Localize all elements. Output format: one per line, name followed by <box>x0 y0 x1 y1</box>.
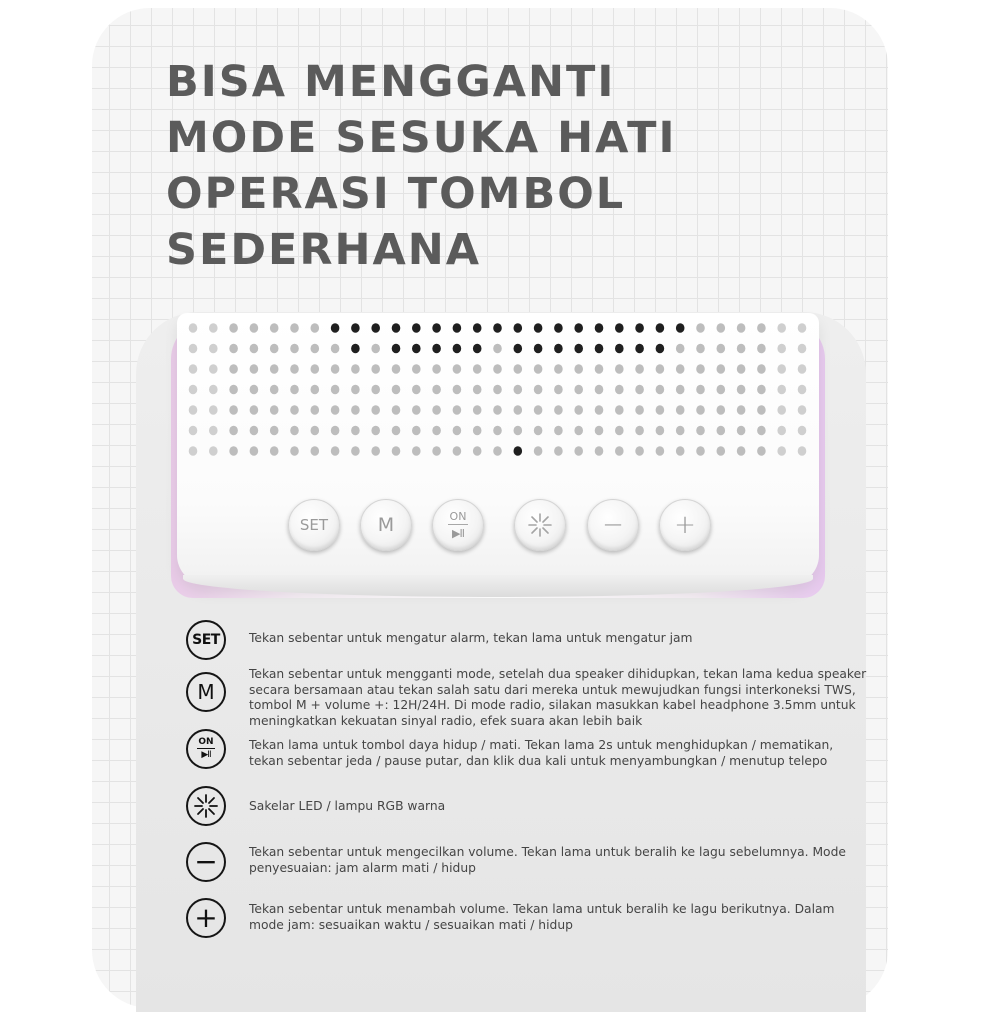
grille-dot <box>737 323 746 333</box>
mode-button[interactable] <box>360 499 412 551</box>
grille-dot <box>676 364 685 374</box>
description-line: Tekan sebentar untuk mengecilkan volume. Tekan lama untuk beralih ke lagu sebelumnya. Mode <box>249 845 846 859</box>
grille-dot <box>432 405 441 415</box>
grille-dot <box>676 405 685 415</box>
grille-dot <box>615 426 624 436</box>
grille-dot <box>351 426 360 436</box>
light-legend-icon <box>186 786 226 826</box>
grille-dot <box>270 446 279 456</box>
mode-button-label: M <box>377 513 395 536</box>
set-button[interactable] <box>288 499 340 551</box>
grille-dot <box>656 405 665 415</box>
grille-dot <box>534 364 543 374</box>
grille-dot <box>777 344 786 354</box>
grille-dot <box>311 405 320 415</box>
grille-dot <box>635 385 644 395</box>
grille-dot <box>311 385 320 395</box>
speaker-grille-display <box>163 313 833 473</box>
grille-dot <box>595 364 604 374</box>
grille-dot <box>696 405 705 415</box>
plus-icon: + <box>674 510 696 540</box>
description-line: meningkatkan kekuatan sinyal radio, efek suara akan lebih baik <box>249 713 643 728</box>
grille-dot <box>189 385 198 395</box>
grille-dot <box>412 385 421 395</box>
grille-dot <box>229 344 238 354</box>
grille-dot <box>717 385 726 395</box>
grille-dot <box>717 426 726 436</box>
grille-dot <box>493 364 502 374</box>
display-dot-lit <box>392 323 401 333</box>
grille-dot <box>290 344 299 354</box>
display-dot-lit <box>453 344 462 354</box>
grille-dot <box>798 344 807 354</box>
grille-dot <box>290 405 299 415</box>
grille-dot <box>676 446 685 456</box>
grille-dot <box>331 364 340 374</box>
power-description <box>249 738 834 769</box>
grille-dot <box>717 364 726 374</box>
display-dot-lit <box>351 323 360 333</box>
grille-dot <box>777 364 786 374</box>
grille-dot <box>453 405 462 415</box>
grille-dot <box>189 405 198 415</box>
display-dot-lit <box>473 344 482 354</box>
grille-dot <box>473 364 482 374</box>
grille-dot <box>798 323 807 333</box>
grille-dot <box>392 446 401 456</box>
grille-dot <box>534 385 543 395</box>
grille-dot <box>371 426 380 436</box>
grille-dot <box>412 364 421 374</box>
light-icon <box>193 793 219 819</box>
grille-dot <box>757 385 766 395</box>
description-line: Tekan sebentar untuk menambah volume. Tekan lama untuk beralih ke lagu berikutnya. Dalam <box>249 902 835 916</box>
display-dot-lit <box>432 344 441 354</box>
volume-down-legend-icon <box>186 842 226 882</box>
grille-dot <box>514 385 523 395</box>
description-line: tekan sebentar jeda / pause putar, dan klik dua kali untuk menyambungkan / menutup telepo <box>249 753 828 768</box>
grille-dot <box>757 344 766 354</box>
display-dot-lit <box>656 344 665 354</box>
light-icon <box>527 512 553 538</box>
grille-dot <box>229 405 238 415</box>
grille-dot <box>696 364 705 374</box>
grille-dot <box>554 385 563 395</box>
grille-dot <box>737 426 746 436</box>
grille-dot <box>432 426 441 436</box>
minus-icon: − <box>602 510 624 540</box>
grille-dot <box>514 405 523 415</box>
grille-dot <box>229 426 238 436</box>
grille-dot <box>574 364 583 374</box>
display-dot-lit <box>351 344 360 354</box>
description-line: Sakelar LED / lampu RGB warna <box>249 799 446 813</box>
grille-dot <box>635 364 644 374</box>
plus-icon: + <box>194 901 218 934</box>
grille-dot <box>717 405 726 415</box>
grille-dot <box>574 405 583 415</box>
grille-dot <box>392 385 401 395</box>
grille-dot <box>209 385 218 395</box>
grille-dot <box>798 385 807 395</box>
display-dot-lit <box>554 344 563 354</box>
grille-dot <box>250 323 259 333</box>
grille-dot <box>717 446 726 456</box>
grille-dot <box>514 426 523 436</box>
grille-dot <box>696 344 705 354</box>
grille-dot <box>331 405 340 415</box>
description-line: secara bersamaan atau tekan salah satu dari mereka untuk mewujudkan fungsi interkoneksi TWS, <box>249 682 856 697</box>
grille-dot <box>209 344 218 354</box>
volume-up-description <box>249 902 835 933</box>
grille-dot <box>392 426 401 436</box>
display-dot-lit <box>514 446 523 456</box>
grille-dot <box>290 446 299 456</box>
grille-dot <box>473 385 482 395</box>
grille-dot <box>696 446 705 456</box>
headline-line: OPERASI TOMBOL <box>166 169 626 219</box>
grille-dot <box>798 405 807 415</box>
description-line: tombol M + volume +: 12H/24H. Di mode radio, silakan masukkan kabel headphone 3.5mm untuk <box>249 698 856 712</box>
display-dot-lit <box>453 323 462 333</box>
grille-dot <box>311 364 320 374</box>
grille-dot <box>798 446 807 456</box>
grille-dot <box>453 385 462 395</box>
set-legend-label: SET <box>192 632 220 648</box>
grille-dot <box>777 323 786 333</box>
grille-dot <box>331 344 340 354</box>
grille-dot <box>189 426 198 436</box>
grille-dot <box>432 385 441 395</box>
play-pause-icon: ▶II <box>452 527 464 540</box>
grille-dot <box>209 323 218 333</box>
grille-dot <box>757 446 766 456</box>
description-line: Tekan sebentar untuk mengatur alarm, tekan lama untuk mengatur jam <box>249 631 693 645</box>
speaker-device-image <box>163 313 833 598</box>
grille-dot <box>595 405 604 415</box>
grille-dot <box>757 426 766 436</box>
display-dot-lit <box>534 344 543 354</box>
grille-dot <box>351 364 360 374</box>
display-dot-lit <box>615 323 624 333</box>
grille-dot <box>270 344 279 354</box>
headline-line: BISA MENGGANTI <box>166 57 616 107</box>
description-line: Tekan lama untuk tombol daya hidup / mati. Tekan lama 2s untuk menghidupkan / mematikan, <box>249 738 834 752</box>
grille-dot <box>757 405 766 415</box>
grille-dot <box>534 426 543 436</box>
grille-dot <box>189 323 198 333</box>
grille-dot <box>554 364 563 374</box>
grille-dot <box>656 426 665 436</box>
grille-dot <box>229 323 238 333</box>
display-dot-lit <box>412 323 421 333</box>
grille-dot <box>311 426 320 436</box>
grille-dot <box>493 385 502 395</box>
grille-dot <box>250 364 259 374</box>
grille-dot <box>777 426 786 436</box>
display-dot-lit <box>493 323 502 333</box>
grille-dot <box>189 344 198 354</box>
grille-dot <box>371 385 380 395</box>
minus-icon: − <box>194 845 218 878</box>
grille-dot <box>311 344 320 354</box>
grille-dot <box>351 385 360 395</box>
volume-down-button[interactable] <box>587 499 639 551</box>
grille-dot <box>595 385 604 395</box>
display-dot-lit <box>595 344 604 354</box>
grille-dot <box>534 446 543 456</box>
grille-dot <box>229 446 238 456</box>
light-button[interactable] <box>514 499 566 551</box>
display-dot-lit <box>392 344 401 354</box>
grille-dot <box>412 426 421 436</box>
grille-dot <box>676 344 685 354</box>
grille-dot <box>757 364 766 374</box>
grille-dot <box>717 323 726 333</box>
display-dot-lit <box>331 323 340 333</box>
grille-dot <box>290 385 299 395</box>
light-description <box>249 799 824 815</box>
grille-dot <box>737 385 746 395</box>
grille-dot <box>554 405 563 415</box>
headline <box>166 54 676 278</box>
grille-dot <box>453 446 462 456</box>
grille-dot <box>270 405 279 415</box>
grille-dot <box>696 385 705 395</box>
grille-dot <box>331 446 340 456</box>
grille-dot <box>412 446 421 456</box>
grille-dot <box>250 426 259 436</box>
grille-dot <box>554 446 563 456</box>
grille-dot <box>290 426 299 436</box>
grille-dot <box>696 323 705 333</box>
description-line: penyesuaian: jam alarm mati / hidup <box>249 860 476 875</box>
display-dot-lit <box>371 323 380 333</box>
set-button-label: SET <box>299 515 329 534</box>
grille-dot <box>473 446 482 456</box>
grille-dot <box>615 446 624 456</box>
display-dot-lit <box>432 323 441 333</box>
grille-dot <box>331 385 340 395</box>
grille-dot <box>635 446 644 456</box>
grille-dot <box>453 364 462 374</box>
set-legend-icon <box>186 620 226 660</box>
play-pause-legend-icon: ▶II <box>201 750 211 760</box>
description-line: Tekan sebentar untuk mengganti mode, setelah dua speaker dihidupkan, tekan lama kedua speaker <box>249 667 867 681</box>
grille-dot <box>371 446 380 456</box>
grille-dot <box>209 364 218 374</box>
display-dot-lit <box>412 344 421 354</box>
grille-dot <box>554 426 563 436</box>
display-dot-lit <box>676 323 685 333</box>
grille-dot <box>656 446 665 456</box>
display-dot-lit <box>554 323 563 333</box>
grille-dot <box>493 426 502 436</box>
power-play-button[interactable] <box>432 499 484 551</box>
grille-dot <box>270 364 279 374</box>
grille-dot <box>270 323 279 333</box>
grille-dot <box>574 385 583 395</box>
grille-dot <box>290 364 299 374</box>
grille-dot <box>209 426 218 436</box>
volume-down-description <box>249 845 846 876</box>
grille-dot <box>777 405 786 415</box>
grille-dot <box>656 364 665 374</box>
power-legend-icon <box>186 729 226 769</box>
grille-dot <box>311 446 320 456</box>
display-dot-lit <box>514 344 523 354</box>
grille-dot <box>229 385 238 395</box>
grille-dot <box>432 446 441 456</box>
grille-dot <box>453 426 462 436</box>
grille-dot <box>371 364 380 374</box>
set-description <box>249 631 824 647</box>
grille-dot <box>737 344 746 354</box>
grille-dot <box>777 385 786 395</box>
grille-dot <box>595 426 604 436</box>
grille-dot <box>493 405 502 415</box>
display-dot-lit <box>615 344 624 354</box>
grille-dot <box>371 344 380 354</box>
mode-description <box>249 667 867 729</box>
grille-dot <box>412 405 421 415</box>
grille-dot <box>696 426 705 436</box>
mode-legend-label: M <box>197 680 215 704</box>
grille-dot <box>615 385 624 395</box>
display-dot-lit <box>635 323 644 333</box>
grille-dot <box>615 405 624 415</box>
display-dot-lit <box>656 323 665 333</box>
grille-dot <box>777 446 786 456</box>
grille-dot <box>493 344 502 354</box>
headline-line: MODE SESUKA HATI <box>166 113 677 163</box>
grille-dot <box>270 385 279 395</box>
mode-legend-icon <box>186 672 226 712</box>
grille-dot <box>737 364 746 374</box>
grille-dot <box>574 426 583 436</box>
grille-dot <box>676 426 685 436</box>
grille-dot <box>351 446 360 456</box>
grille-dot <box>737 405 746 415</box>
grille-dot <box>473 405 482 415</box>
grille-dot <box>209 405 218 415</box>
grille-dot <box>229 364 238 374</box>
grille-dot <box>311 323 320 333</box>
volume-up-legend-icon <box>186 898 226 938</box>
grille-dot <box>209 446 218 456</box>
grille-dot <box>493 446 502 456</box>
volume-up-button[interactable] <box>659 499 711 551</box>
display-dot-lit <box>574 323 583 333</box>
grille-dot <box>798 364 807 374</box>
grille-dot <box>250 446 259 456</box>
grille-dot <box>250 344 259 354</box>
grille-dot <box>189 364 198 374</box>
display-dot-lit <box>574 344 583 354</box>
grille-dot <box>534 405 543 415</box>
power-legend-label: ON <box>198 737 214 747</box>
display-dot-lit <box>534 323 543 333</box>
grille-dot <box>717 344 726 354</box>
grille-dot <box>676 385 685 395</box>
grille-dot <box>392 405 401 415</box>
grille-dot <box>574 446 583 456</box>
headline-line: SEDERHANA <box>166 225 482 275</box>
grille-dot <box>656 385 665 395</box>
grille-dot <box>757 323 766 333</box>
grille-dot <box>250 405 259 415</box>
grille-dot <box>635 405 644 415</box>
grille-dot <box>737 446 746 456</box>
grille-dot <box>371 405 380 415</box>
display-dot-lit <box>473 323 482 333</box>
display-dot-lit <box>635 344 644 354</box>
grille-dot <box>432 364 441 374</box>
grille-dot <box>473 426 482 436</box>
grille-dot <box>595 446 604 456</box>
description-line: mode jam: sesuaikan waktu / sesuaikan mati / hidup <box>249 917 573 932</box>
grille-dot <box>189 446 198 456</box>
grille-dot <box>615 364 624 374</box>
grille-dot <box>514 364 523 374</box>
power-label: ON <box>449 510 467 523</box>
grille-dot <box>392 364 401 374</box>
grille-dot <box>635 426 644 436</box>
grille-dot <box>798 426 807 436</box>
grille-dot <box>250 385 259 395</box>
grille-dot <box>270 426 279 436</box>
grille-dot <box>290 323 299 333</box>
display-dot-lit <box>514 323 523 333</box>
grille-dot <box>331 426 340 436</box>
display-dot-lit <box>595 323 604 333</box>
grille-dot <box>351 405 360 415</box>
